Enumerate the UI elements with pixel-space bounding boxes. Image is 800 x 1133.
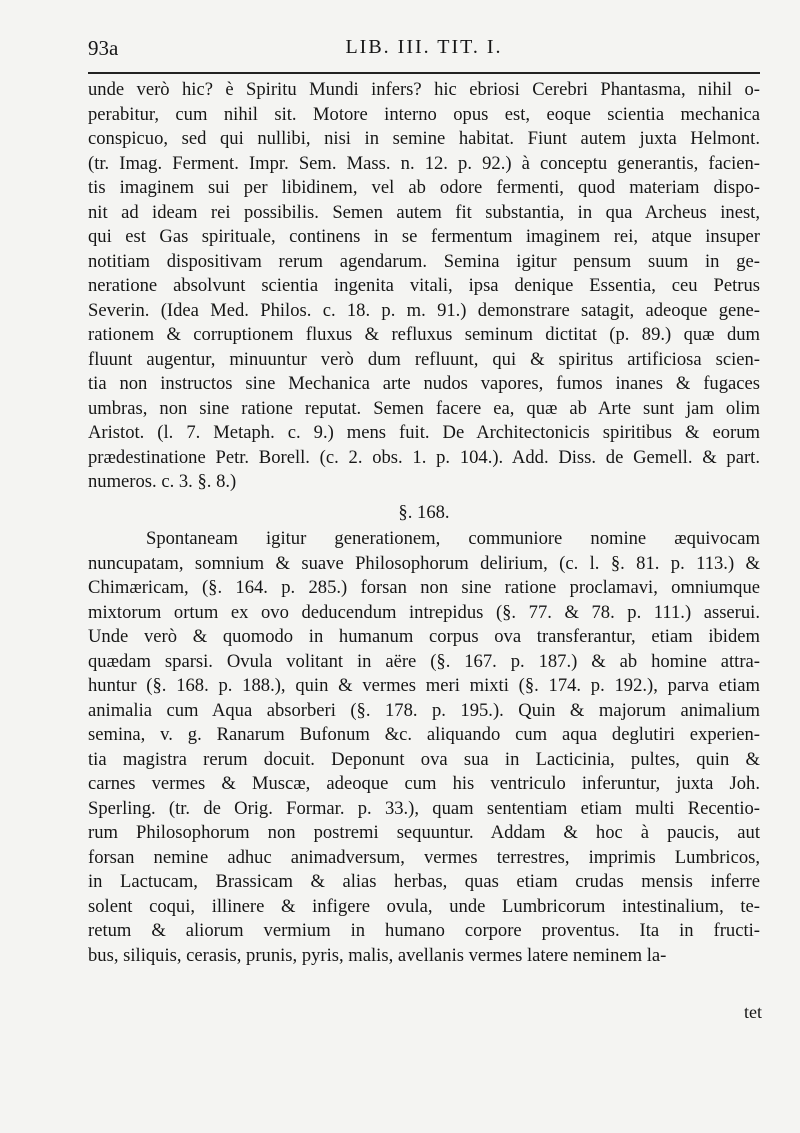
text-line: nit ad ideam rei possibilis. Semen autem fit substantia, in qua Archeus inest,: [88, 201, 760, 223]
text-line: forsan nemine adhuc animadversum, vermes terrestres, imprimis Lumbricos,: [88, 846, 760, 868]
text-line: prædestinatione Petr. Borell. (c. 2. obs. 1. p. 104.). Add. Diss. de Gemell. & part.: [88, 446, 760, 468]
text-line: huntur (§. 168. p. 188.), quin & vermes meri mixti (§. 174. p. 192.), parva etiam: [88, 675, 760, 696]
text-line: bus, siliquis, cerasis, prunis, pyris, malis, avellanis vermes latere neminem la-: [88, 944, 667, 966]
catch-word: tet: [744, 1002, 762, 1022]
running-title: LIB. III. TIT. I.: [345, 36, 503, 58]
body-text: [88, 78, 760, 968]
text-line: carnes vermes & Muscæ, adeoque cum his ventriculo inferuntur, juxta Joh.: [88, 773, 760, 794]
text-line: semina, v. g. Ranarum Bufonum &c. aliquando cum aqua deglutiri experien-: [88, 724, 760, 745]
text-line: retum & aliorum vermium in humano corpore proventus. Ita in fructi-: [88, 920, 760, 941]
text-line: tia non instructos sine Mechanica arte nudos vapores, fumos inanes & fugaces: [88, 373, 760, 394]
text-line: Aristot. (l. 7. Metaph. c. 9.) mens fuit. De Architectonicis spiritibus & eorum: [88, 422, 760, 443]
text-line: fluunt augentur, minuuntur verò dum refluunt, qui & spiritus artificiosa scien-: [88, 348, 760, 370]
text-line: Sperling. (tr. de Orig. Formar. p. 33.), quam sententiam etiam multi Recentio-: [88, 797, 760, 819]
text-line: tia magistra rerum docuit. Deponunt ova sua in Lacticinia, pultes, quin &: [88, 748, 760, 770]
text-line: Spontaneam igitur generationem, communiore nomine æquivocam: [146, 528, 760, 549]
text-line: quædam sparsi. Ovula volitant in aëre (§. 167. p. 187.) & ab homine attra-: [88, 650, 760, 672]
text-line: mixtorum ortum ex ovo deducendum intrepidus (§. 77. & 78. p. 111.) asserui.: [88, 601, 760, 623]
text-line: perabitur, cum nihil sit. Motore interno opus est, eoque scientia mechanica: [88, 103, 760, 125]
text-line: nuncupatam, somnium & suave Philosophorum delirium, (c. l. §. 81. p. 113.) &: [88, 552, 760, 574]
text-line: conspicuo, sed qui nullibi, nisi in semine habitat. Fiunt autem juxta Helmont.: [88, 128, 760, 149]
text-line: numeros. c. 3. §. 8.): [88, 471, 237, 492]
text-line: umbras, non sine ratione reputat. Semen facere ea, quæ ab Arte sunt jam olim: [88, 397, 760, 419]
text-line: in Lactucam, Brassicam & alias herbas, quas etiam crudas mensis inferre: [88, 871, 760, 892]
text-line: Severin. (Idea Med. Philos. c. 18. p. m. 91.) demonstrare satagit, adeoque gene-: [88, 299, 760, 321]
text-line: solent coqui, illinere & infigere ovula, unde Lumbricorum intestinalium, te-: [88, 895, 760, 917]
text-line: Unde verò & quomodo in humanum corpus ova transferantur, etiam ibidem: [88, 626, 760, 647]
text-line: Chimæricam, (§. 164. p. 285.) forsan non sine ratione proclamavi, omniumque: [88, 577, 760, 598]
text-line: rum Philosophorum non postremi sequuntur. Addam & hoc à paucis, aut: [88, 822, 760, 843]
section-heading: §. 168.: [398, 501, 450, 523]
page-number: 93a: [88, 36, 119, 60]
paragraph-1: [88, 78, 760, 495]
paragraph-2: [88, 527, 760, 968]
text-line: unde verò hic? è Spiritu Mundi infers? hic ebriosi Cerebri Phantasma, nihil o-: [88, 79, 760, 100]
header-rule: [88, 72, 760, 74]
text-line: neratione absolvunt scientia ingenita vitali, ipsa denique Essentia, ceu Petrus: [88, 275, 760, 296]
text-line: (tr. Imag. Ferment. Impr. Sem. Mass. n. 12. p. 92.) à conceptu generantis, facien-: [88, 152, 760, 174]
text-line: notitiam dispositivam rerum agendarum. Semina igitur pensum suum in ge-: [88, 250, 760, 272]
text-line: rationem & corruptionem fluxus & refluxus seminum dictitat (p. 89.) quæ dum: [88, 324, 760, 345]
text-line: qui est Gas spirituale, continens in se fermentum imaginem rei, atque insuper: [88, 226, 760, 247]
text-line: animalia cum Aqua absorberi (§. 178. p. 195.). Quin & majorum animalium: [88, 699, 760, 721]
running-head: [88, 36, 760, 66]
text-line: tis imaginem sui per libidinem, vel ab odore fermenti, quod materiam dispo-: [88, 177, 760, 198]
